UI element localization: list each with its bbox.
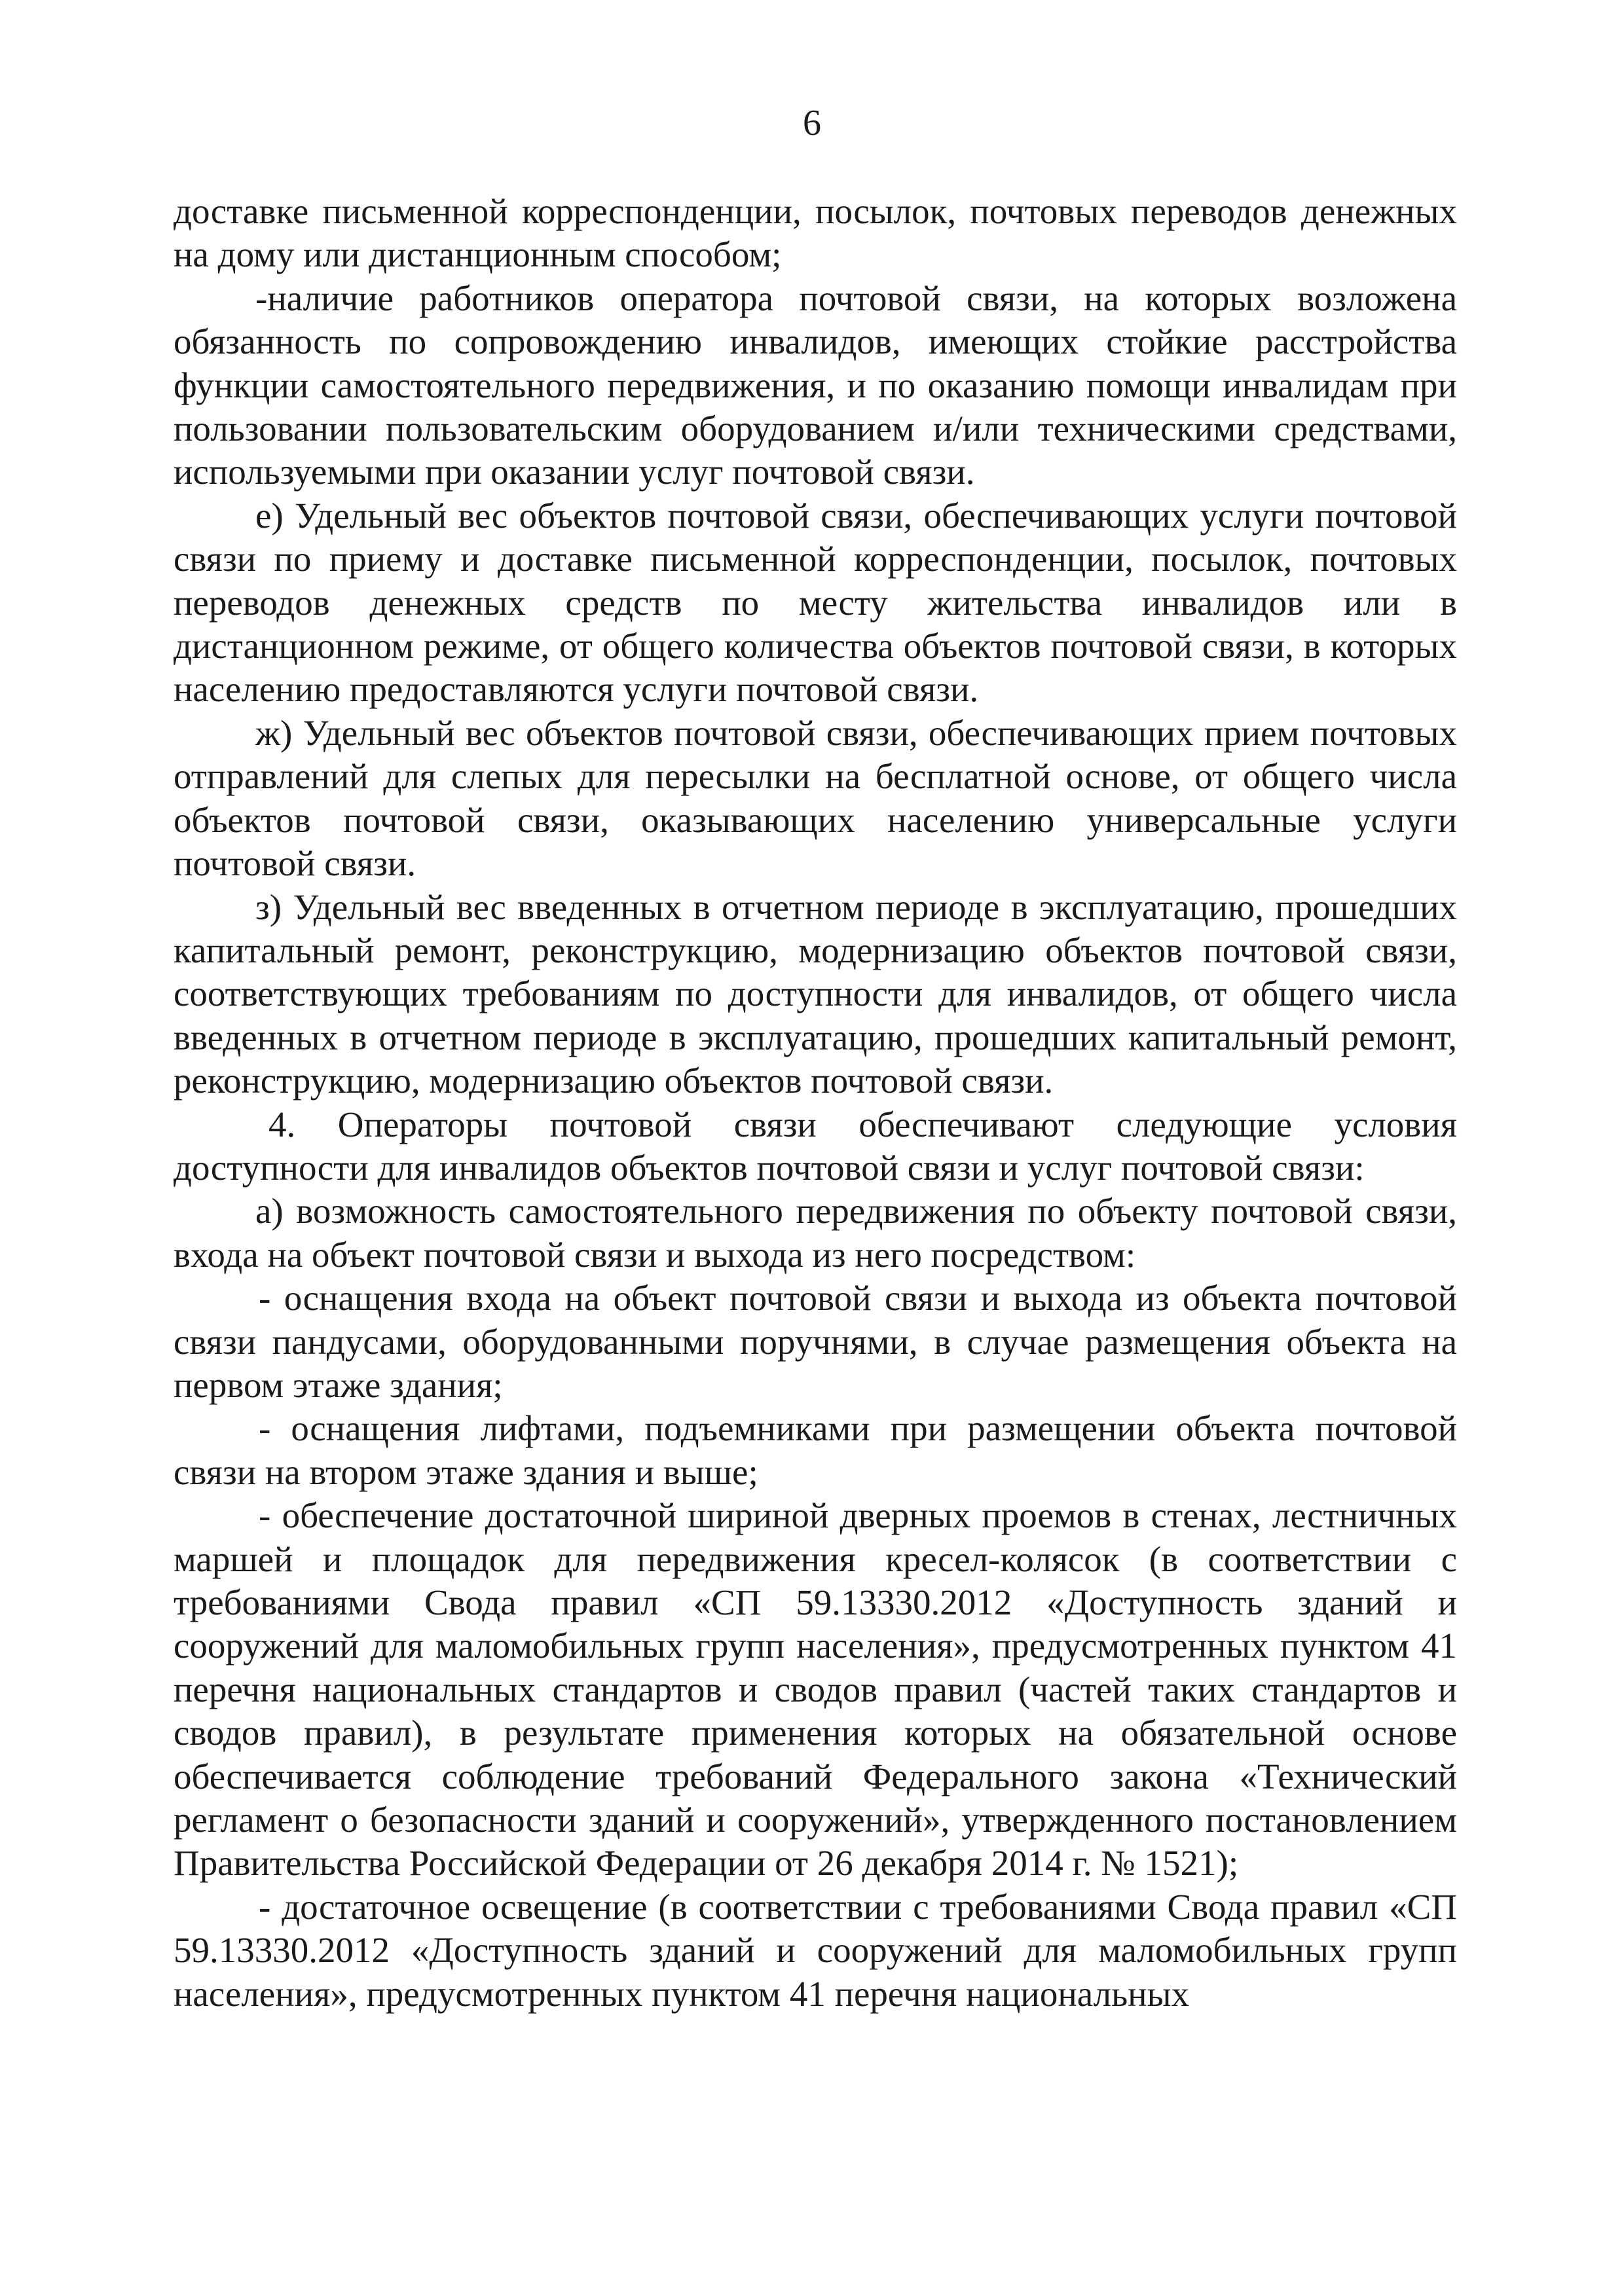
paragraph-staff-assistance: -наличие работников оператора почтовой связи, на которых возложена обязанность по сопровождению инвалидов, имеющих стойкие расстройства функции самостоятельного передвижения, и по оказанию помощи инвалидам при пользовании пользовательским оборудованием и/или техническими средствами, используемыми при оказании услуг почтовой связи. [174,278,1457,492]
paragraph-item-e: е) Удельный вес объектов почтовой связи, обеспечивающих услуги почтовой связи по приему и доставке письменной корреспонденции, посылок, почтовых переводов денежных средств по месту жительства инвалидов или в дистанционном режиме, от общего количества объектов почтовой связи, в которых населению предоставляются услуги почтовой связи. [174,495,1457,710]
paragraph-doorways: - обеспечение достаточной шириной дверных проемов в стенах, лестничных маршей и площадок для передвижения кресел-колясок (в соответствии с требованиями Свода правил «СП 59.13330.2012 «Доступность зданий и сооружений для маломобильных групп населения», предусмотренных пунктом 41 перечня национальных стандартов и сводов правил (частей таких стандартов и сводов правил), в результате применения которых на обязательной основе обеспечивается соблюдение требований Федерального закона «Технический регламент о безопасности зданий и сооружений», утвержденного постановлением Правительства Российской Федерации от 26 декабря 2014 г. № 1521); [174,1495,1457,1884]
paragraph-continuation: доставке письменной корреспонденции, посылок, почтовых переводов денежных на дому или дистанционным способом; [174,191,1457,275]
page-number: 6 [803,103,821,143]
paragraph-lighting: - достаточное освещение (в соответствии с требованиями Свода правил «СП 59.13330.2012 «Доступность зданий и сооружений для маломобильных групп населения», предусмотренных пунктом 41 перечня национальных [174,1886,1457,2014]
paragraph-item-z: з) Удельный вес введенных в отчетном периоде в эксплуатацию, прошедших капитальный ремонт, реконструкцию, модернизацию объектов почтовой связи, соответствующих требованиям по доступности для инвалидов, от общего числа введенных в отчетном периоде в эксплуатацию, прошедших капитальный ремонт, реконструкцию, модернизацию объектов почтовой связи. [174,886,1457,1101]
document-body [174,190,1457,2016]
paragraph-item-a: а) возможность самостоятельного передвижения по объекту почтовой связи, входа на объект почтовой связи и выхода из него посредством: [174,1191,1457,1275]
paragraph-lifts: - оснащения лифтами, подъемниками при размещении объекта почтовой связи на втором этаже здания и выше; [174,1408,1457,1492]
paragraph-item-zh: ж) Удельный вес объектов почтовой связи, обеспечивающих прием почтовых отправлений для слепых для пересылки на бесплатной основе, от общего числа объектов почтовой связи, оказывающих населению универсальные услуги почтовой связи. [174,712,1457,884]
paragraph-section-4: 4. Операторы почтовой связи обеспечивают следующие условия доступности для инвалидов объектов почтовой связи и услуг почтовой связи: [174,1104,1457,1188]
paragraph-ramps: - оснащения входа на объект почтовой связи и выхода из объекта почтовой связи пандусами, оборудованными поручнями, в случае размещения объекта на первом этаже здания; [174,1278,1457,1405]
